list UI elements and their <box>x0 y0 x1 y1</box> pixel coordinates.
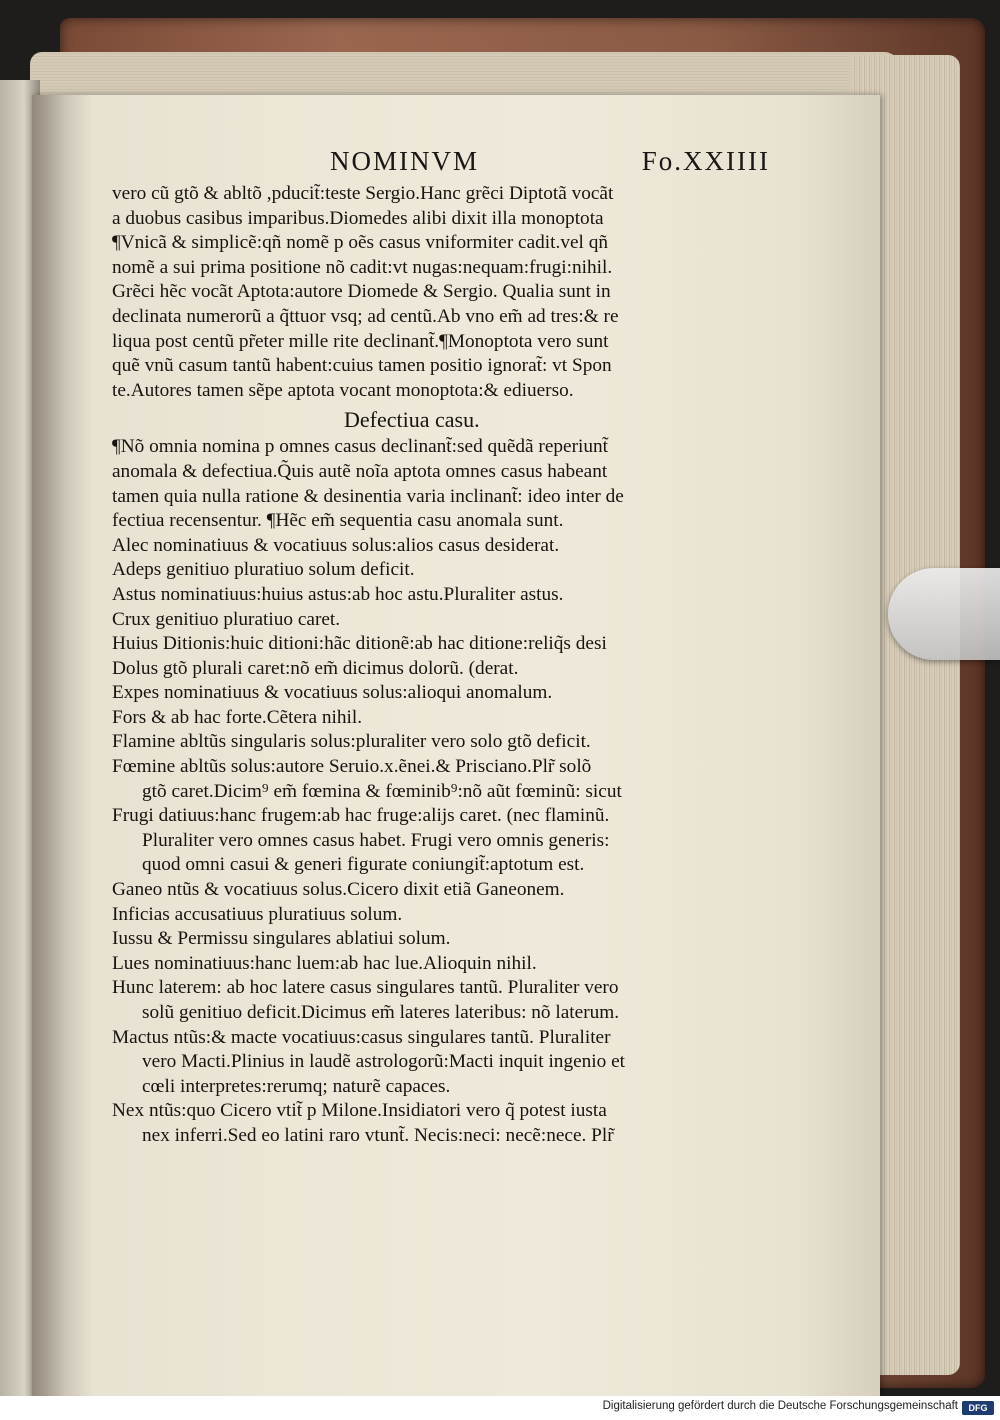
text-line: Ganeo ntũs & vocatiuus solus.Cicero dixit etiã Ganeonem. <box>112 879 565 901</box>
text-line: Iussu & Permissu singulares ablatiui solum. <box>112 928 451 950</box>
text-line: declinata numerorũ a q̃ttuor vsq; ad centũ.Ab vno em̃ ad tres:& re <box>112 305 619 327</box>
text-line: Inficias accusatiuus pluratiuus solum. <box>112 903 403 925</box>
text-line: Flamine abltũs singularis solus:pluraliter vero solo gtõ deficit. <box>112 731 591 753</box>
section-heading: Defectiua casu. <box>344 407 480 433</box>
text-line: te.Autores tamen sẽpe aptota vocant monoptota:& ediuerso. <box>112 379 574 401</box>
text-line: a duobus casibus imparibus.Diomedes alibi dixit illa monoptota <box>112 207 604 229</box>
text-line: liqua post centũ pr̃eter mille rite declinant̃.¶Monoptota vero sunt <box>112 330 609 352</box>
text-line: vero cũ gtõ & abltõ ,pducit̃:teste Sergio.Hanc grẽci Diptotã vocãt <box>112 183 614 204</box>
page-clip <box>888 568 1000 660</box>
running-head <box>330 146 770 182</box>
text-line: Crux genitiuo pluratiuo caret. <box>112 608 341 630</box>
funding-notice: Digitalisierung gefördert durch die Deutsche Forschungsgemeinschaft <box>602 1400 958 1412</box>
dfg-logo: DFG <box>962 1401 994 1415</box>
text-line: solũ genitiuo deficit.Dicimus em̃ lateres lateribus: nõ laterum. <box>142 1002 620 1023</box>
text-line: Grẽci hẽc vocãt Aptota:autore Diomede & Sergio. Qualia sunt in <box>112 281 611 303</box>
text-line: Mactus ntũs:& macte vocatiuus:casus singulares tantũ. Pluraliter <box>112 1026 611 1048</box>
text-line: Pluraliter vero omnes casus habet. Frugi vero omnis generis: <box>142 829 610 851</box>
running-title: NOMINVM <box>330 146 479 176</box>
text-line: ¶Vnicã & simplicẽ:qñ nomẽ p oẽs casus vniformiter cadit.vel qñ <box>112 232 609 254</box>
text-line: cœli interpretes:rerumq; naturẽ capaces. <box>142 1075 451 1097</box>
text-line: anomala & defectiua.Q̃uis autẽ noĩa aptota omnes casus habeant <box>112 460 608 482</box>
text-line: tamen quia nulla ratione & desinentia varia inclinant̃: ideo inter de <box>112 485 624 507</box>
text-line: nex inferri.Sed eo latini raro vtunt̃. Necis:neci: necẽ:nece. Plr̃ <box>142 1124 614 1146</box>
text-line: gtõ caret.Dicim⁹ em̃ fœmina & fœminib⁹:nõ aũt fœminũ: sicut <box>142 780 622 802</box>
text-line: nomẽ a sui prima positione nõ cadit:vt nugas:nequam:frugi:nihil. <box>112 256 613 278</box>
footer-bar <box>0 1396 1000 1420</box>
text-line: ¶Nõ omnia nomina p omnes casus declinant̃:sed quẽdã reperiunt̃ <box>112 436 608 458</box>
gutter-shadow <box>32 95 92 1405</box>
text-line: Fors & ab hac forte.Cẽtera nihil. <box>112 706 363 728</box>
text-line: Frugi datiuus:hanc frugem:ab hac fruge:alijs caret. (nec flaminũ. <box>112 805 610 827</box>
text-line: Adeps genitiuo pluratiuo solum deficit. <box>112 559 415 581</box>
text-line: Expes nominatiuus & vocatiuus solus:alioqui anomalum. <box>112 682 553 704</box>
text-line: Lues nominatiuus:hanc luem:ab hac lue.Alioquin nihil. <box>112 952 537 974</box>
text-line: Alec nominatiuus & vocatiuus solus:alios casus desiderat. <box>112 534 560 556</box>
text-line: Dolus gtõ plurali caret:nõ em̃ dicimus dolorũ. (derat. <box>112 657 519 679</box>
text-line: Hunc laterem: ab hoc latere casus singulares tantũ. Pluraliter vero <box>112 977 619 999</box>
text-line: Fœmine abltũs solus:autore Seruio.x.ẽnei.& Prisciano.Plr̃ solõ <box>112 756 592 778</box>
text-line: quod omni casui & generi figurate coniungit̃:aptotum est. <box>142 854 585 876</box>
text-line: fectiua recensentur. ¶Hẽc em̃ sequentia casu anomala sunt. <box>112 510 564 532</box>
folio-number: Fo.XXIIII <box>641 146 770 176</box>
text-block <box>112 182 774 1149</box>
text-line: Astus nominatiuus:huius astus:ab hoc astu.Pluraliter astus. <box>112 583 564 605</box>
text-line: Huius Ditionis:huic ditioni:hãc ditionẽ:ab hac ditione:reliq̃s desi <box>112 633 607 655</box>
text-line: Nex ntũs:quo Cicero vtit̃ p Milone.Insidiatori vero q̃ potest iusta <box>112 1100 607 1122</box>
text-line: vero Macti.Plinius in laudẽ astrologorũ:Macti inquit ingenio et <box>142 1051 626 1073</box>
text-line: quẽ vnũ casum tantũ habent:cuius tamen positio ignorat̃: vt Spon <box>112 355 612 377</box>
